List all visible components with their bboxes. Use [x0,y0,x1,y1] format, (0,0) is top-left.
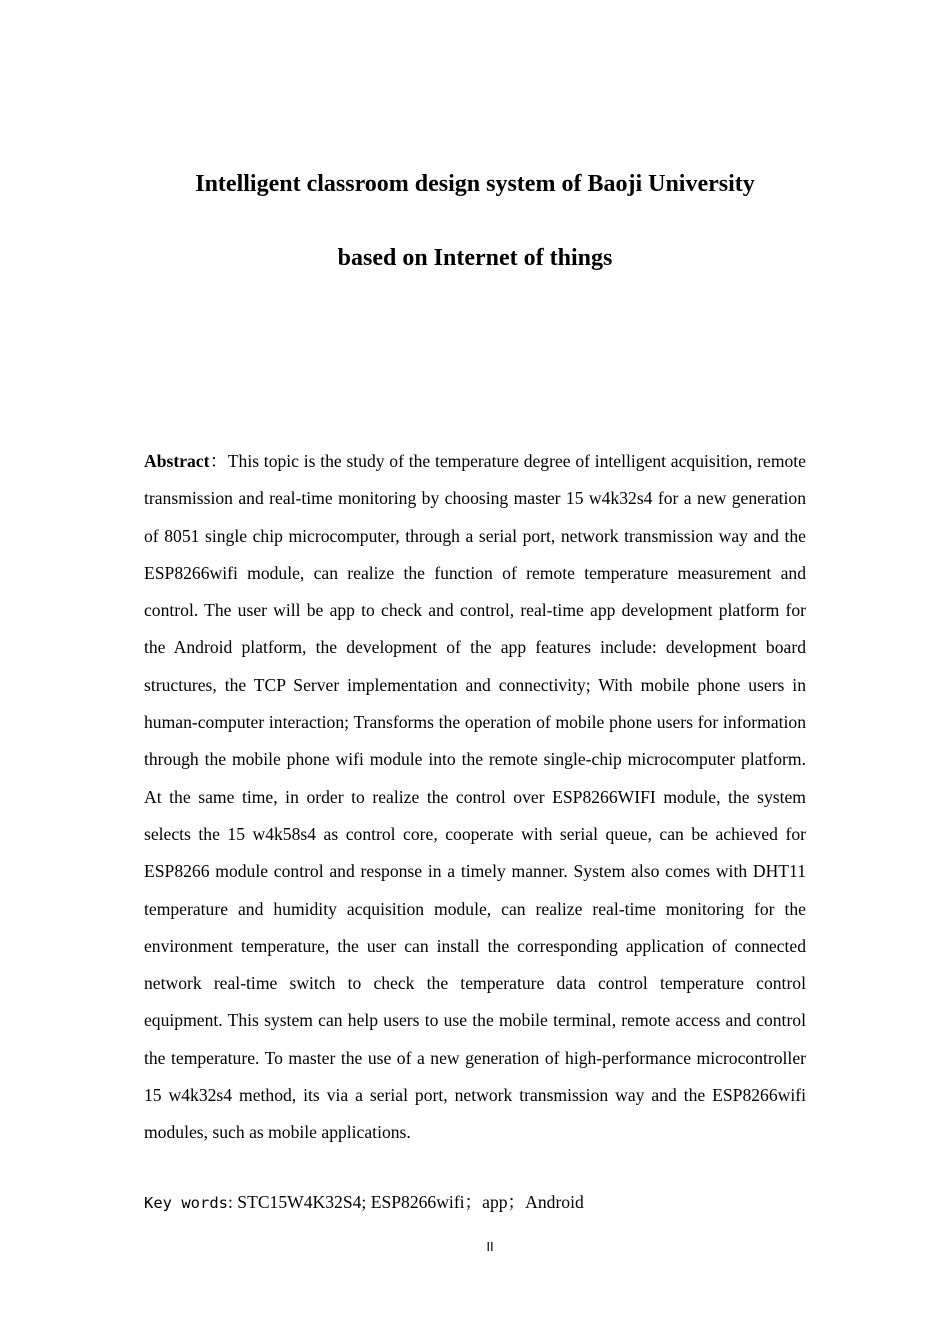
page-number: II [486,1239,494,1254]
keywords-line [144,1189,806,1216]
abstract-label: Abstract [144,451,210,471]
paper-title-line-2: based on Internet of things [337,245,613,271]
keywords-text: : STC15W4K32S4; ESP8266wifi；app；Android [228,1192,584,1212]
abstract-text: This topic is the study of the temperature degree of intelligent acquisition, remote transmission and real-time monitoring by choosing master 15 w4k32s4 for a new generation of 8051 single chip microcomputer, through a serial port, network transmission way and the ESP8266wifi module, can realize the function of remote temperature measurement and control. The user will be app to check and control, real-time app development platform for the Android platform, the development of the app features include: development board structures, the TCP Server implementation and connectivity; With mobile phone users in human-computer interaction; Transforms the operation of mobile phone users for information through the mobile phone wifi module into the remote single-chip microcomputer platform. At the same time, in order to realize the control over ESP8266WIFI module, the system selects the 15 w4k58s4 as control core, cooperate with serial queue, can be achieved for ESP8266 module control and response in a timely manner. System also comes with DHT11 temperature and humidity acquisition module, can realize real-time monitoring for the environment temperature, the user can install the corresponding application of connected network real-time switch to check the temperature data control temperature control equipment. This system can help users to use the mobile terminal, remote access and control the temperature. To master the use of a new generation of high-performance microcontroller 15 w4k32s4 method, its via a serial port, network transmission way and the ESP8266wifi modules, such as mobile applications. [144,451,806,1143]
keywords-label: Key words [144,1194,228,1212]
abstract-separator: ： [209,451,228,471]
paper-title-line-1: Intelligent classroom design system of Baoji University [195,171,755,197]
abstract-paragraph [144,443,806,1152]
